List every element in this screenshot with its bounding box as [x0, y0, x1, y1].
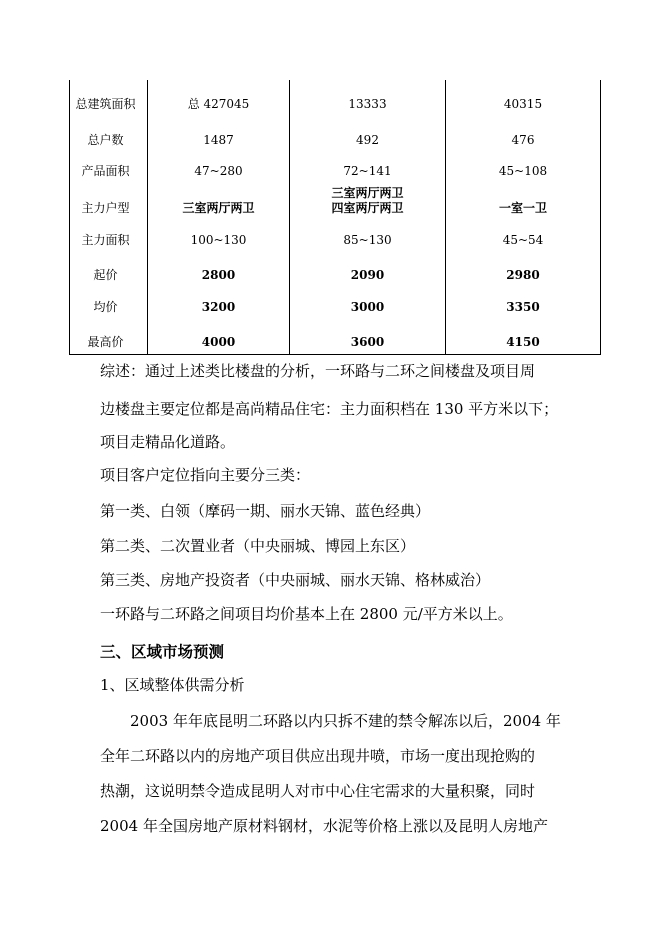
row-label: 总户数	[70, 116, 148, 152]
cell-project-2: 3000	[290, 287, 446, 319]
cell-project-2: 492	[290, 116, 446, 152]
table-row	[70, 116, 601, 152]
cell-project-3: 45~108	[446, 152, 601, 183]
client-class-2: 第二类、二次置业者（中央丽城、博园上东区）	[100, 537, 416, 555]
table-row	[70, 183, 601, 220]
table-row	[70, 220, 601, 252]
row-label: 最高价	[70, 319, 148, 354]
cell-project-2: 72~141	[290, 152, 446, 183]
cell-project-1: 2800	[148, 252, 290, 287]
cell-project-1: 3200	[148, 287, 290, 319]
cell-line: 四室两厅两卫	[331, 200, 404, 215]
cell-project-2: 85~130	[290, 220, 446, 252]
clients-intro: 项目客户定位指向主要分三类：	[100, 466, 311, 484]
cell-line: 三室两厅两卫	[331, 185, 404, 200]
cell-project-3: 3350	[446, 287, 601, 319]
section-heading: 三、区域市场预测	[100, 643, 225, 661]
client-class-1: 第一类、白领（摩码一期、丽水天锦、蓝色经典）	[100, 502, 431, 520]
cell-project-2: 13333	[290, 80, 446, 116]
row-label: 均价	[70, 287, 148, 319]
client-class-3: 第三类、房地产投资者（中央丽城、丽水天锦、格林威治）	[100, 571, 491, 589]
table-row	[70, 152, 601, 183]
cell-project-2: 2090	[290, 252, 446, 287]
row-label: 主力户型	[70, 183, 148, 220]
table-row	[70, 80, 601, 116]
cell-project-2: 3600	[290, 319, 446, 354]
paragraph-line-3: 热潮，这说明禁令造成昆明人对市中心住宅需求的大量积聚，同时	[100, 782, 536, 800]
paragraph-line-2: 全年二环路以内的房地产项目供应出现井喷，市场一度出现抢购的	[100, 747, 536, 765]
cell-project-1: 1487	[148, 116, 290, 152]
cell-project-2	[290, 183, 446, 220]
price-note: 一环路与二环路之间项目均价基本上在 2800 元/平方米以上。	[100, 605, 513, 623]
row-label: 主力面积	[70, 220, 148, 252]
comparison-table	[69, 80, 601, 355]
cell-project-3: 一室一卫	[446, 183, 601, 220]
cell-project-3: 2980	[446, 252, 601, 287]
cell-project-3: 40315	[446, 80, 601, 116]
cell-project-3: 4150	[446, 319, 601, 354]
table-row	[70, 287, 601, 319]
summary-line-1: 综述：通过上述类比楼盘的分析，一环路与二环之间楼盘及项目周	[100, 362, 536, 380]
cell-project-1: 总 427045	[148, 80, 290, 116]
paragraph-line-4: 2004 年全国房地产原材料钢材，水泥等价格上涨以及昆明人房地产	[100, 817, 548, 835]
cell-project-1: 100~130	[148, 220, 290, 252]
cell-project-1: 4000	[148, 319, 290, 354]
summary-line-2: 边楼盘主要定位都是高尚精品住宅：主力面积档在 130 平方米以下；	[100, 400, 559, 418]
row-label: 总建筑面积	[70, 80, 148, 116]
paragraph-line-1: 2003 年年底昆明二环路以内只拆不建的禁令解冻以后，2004 年	[130, 712, 561, 730]
cell-project-1: 三室两厅两卫	[148, 183, 290, 220]
cell-project-1: 47~280	[148, 152, 290, 183]
row-label: 产品面积	[70, 152, 148, 183]
summary-line-3: 项目走精品化道路。	[100, 433, 236, 451]
subsection-heading: 1、区域整体供需分析	[100, 676, 245, 694]
table-row	[70, 252, 601, 287]
row-label: 起价	[70, 252, 148, 287]
cell-project-3: 476	[446, 116, 601, 152]
cell-project-3: 45~54	[446, 220, 601, 252]
table-row	[70, 319, 601, 354]
